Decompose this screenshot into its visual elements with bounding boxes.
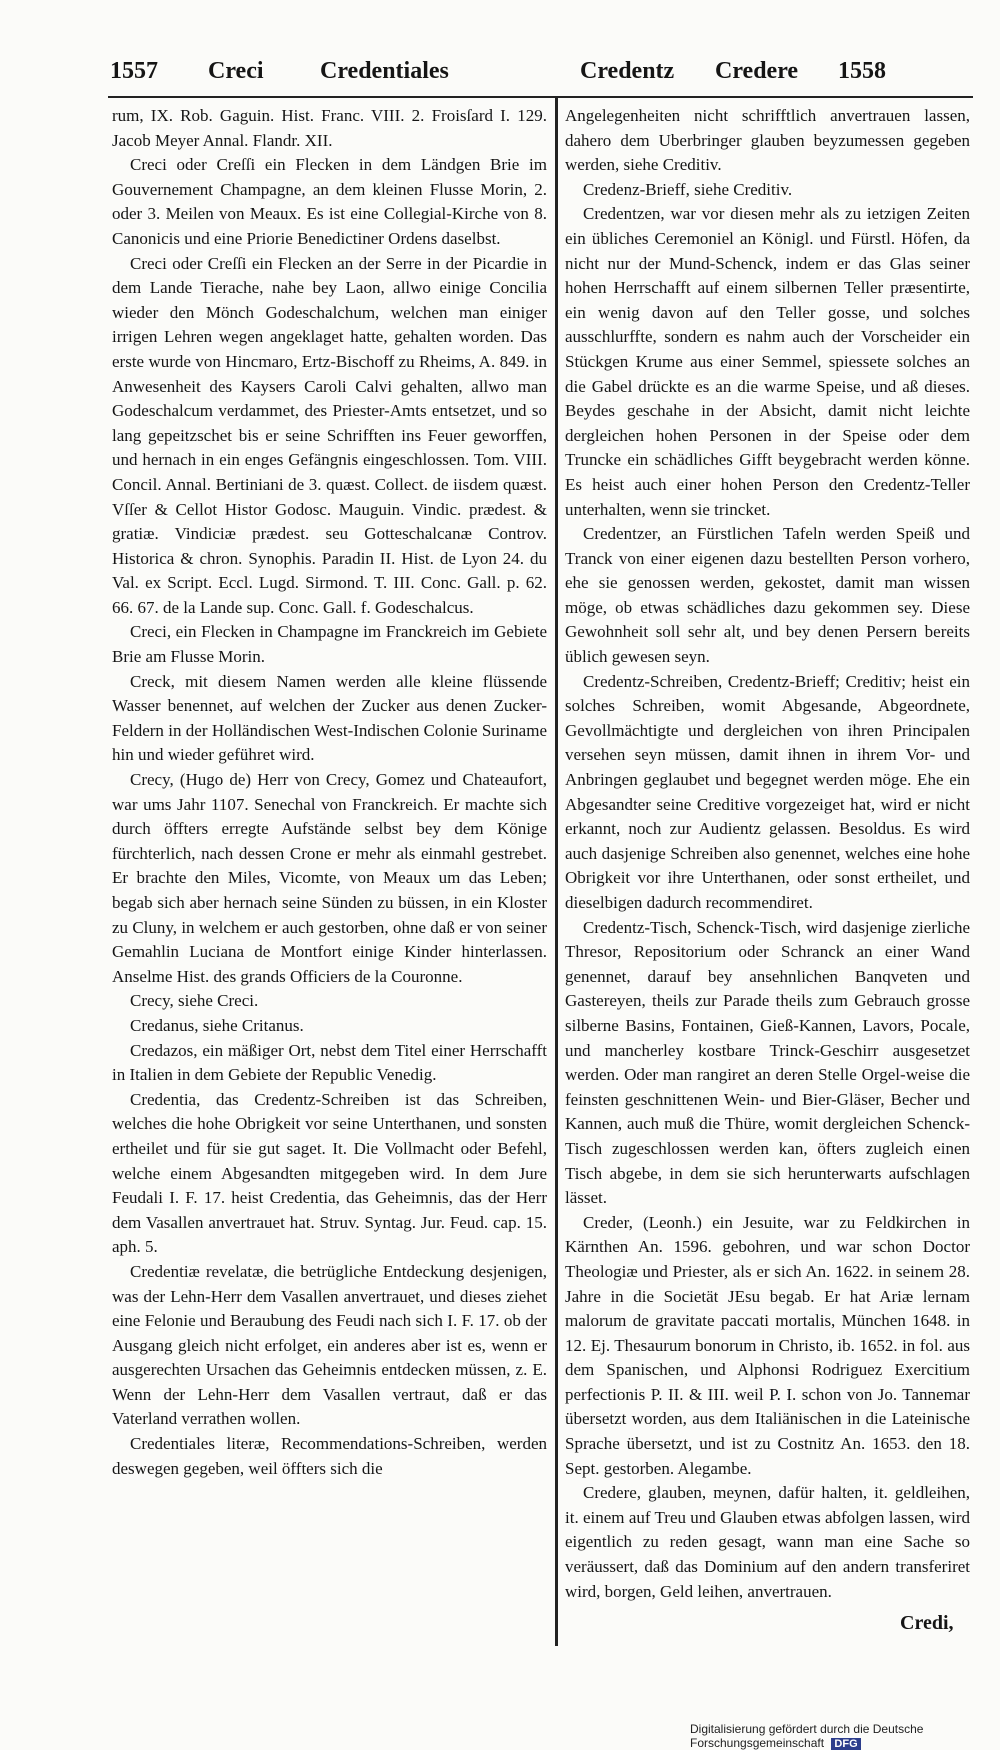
entry-paragraph: Credanus, siehe Critanus. — [130, 1015, 304, 1035]
entry-paragraph: Creci oder Creſſi ein Flecken an der Serre in der Picardie in dem Lande Tierache, nahe bey Laon, allwo einige Concilia wieder den Mönch Godeschalchum, welchen man einiger irrigen Lehren wegen angeklaget hatte, gehalten worden. Das erste wurde von Hincmaro, Ertz-Bischoff zu Rheims, A. 849. in Anwesenheit des Kaysers Caroli Calvi gehalten, allwo man Godeschalcum verdammet, des Priester-Amts entsetzet, und so lang gepeitzschet bis er seine Schrifften ins Feuer geworffen, und hernach in ein enges Gefängnis eingeschlossen. Tom. VIII. Concil. Annal. Bertiniani de 3. quæst. Collect. de iisdem quæst. Vſſer & Cellot Histor Godosc. Mauguin. Vindic. prædest. & gratiæ. Vindiciæ prædest. seu Gotteschalcanæ Controv. Historica & chron. Synophis. Paradin II. Hist. de Lyon 24. du Val. ex Script. Eccl. Lugd. Sirmond. T. III. Conc. Gall. p. 62. 66. 67. de la Lande sup. Conc. Gall. f. Godeschalcus. — [112, 253, 547, 617]
catchword: Credi, — [900, 1612, 954, 1634]
entry-paragraph: Credazos, ein mäßiger Ort, nebst dem Titel einer Herrschafft in Italien in dem Gebiete der Republic Venedig. — [112, 1040, 547, 1085]
entry-paragraph: Credentia, das Credentz-Schreiben ist das Schreiben, welches die hohe Obrigkeit vor seine Unterthanen, und sonsten ertheilet und für sie gut saget. It. Die Vollmacht oder Befehl, welche einem Abgesandten mitgegeben wird. In dem Jure Feudali I. F. 17. heist Credentia, das Geheimnis, das der Herr dem Vasallen anvertrauet hat. Struv. Syntag. Jur. Feud. cap. 15. aph. 5. — [112, 1089, 547, 1257]
page-number-left: 1557 — [110, 58, 158, 84]
entry-paragraph: Credentz-Schreiben, Credentz-Brieff; Creditiv; heist ein solches Schreiben, womit Abgesande, Abgeordnete, Gevollmächtigte und dergleichen von ihren Principalen versehen seyn müssen, damit ihnen in ihrem Vor- und Anbringen geglaubet und begegnet werden möge. Ehe ein Abgesandter seine Creditive vorgezeiget hat, wird er nicht erkannt, noch zur Audientz gelassen. Besoldus. Es wird auch dasjenige Schreiben also genennet, welches eine hohe Obrigkeit vor ihre Unterthanen, oder sonst ertheilet, und dieselbigen dadurch recommendiret. — [565, 671, 970, 912]
running-header — [110, 58, 970, 92]
entry-paragraph: Creder, (Leonh.) ein Jesuite, war zu Feldkirchen in Kärnthen An. 1596. gebohren, und war schon Doctor Theologiæ und Priester, als er sich An. 1622. in seinem 28. Jahre in die Societät JEsu begab. Er hat Ariæ lernam malorum de gravitate paccati mortalis, München 1648. in 12. Ej. Thesaurum bonorum in Christo, ib. 1652. in fol. aus dem Spanischen, und Alphonsi Rodriguez Exercitium perfectionis P. II. & III. weil P. I. schon von Jo. Tannemar übersetzt worden, aus dem Italiänischen in die Lateinische Sprache übersetzt, und ist zu Costnitz An. 1653. den 18. Sept. gestorben. Alegambe. — [565, 1212, 970, 1478]
left-column — [112, 104, 547, 1481]
footer-text: Digitalisierung gefördert durch die Deutsche Forschungsgemeinschaft — [690, 1722, 924, 1750]
header-word-2: Credentiales — [320, 58, 449, 84]
entry-paragraph: Credentiales literæ, Recommendations-Schreiben, werden deswegen gegeben, weil öffters sich die — [112, 1434, 547, 1478]
entry-paragraph: Credenz-Brieff, siehe Creditiv. — [583, 179, 793, 199]
column-divider — [555, 98, 558, 1646]
header-rule — [108, 96, 973, 98]
header-word-4: Credere — [715, 58, 799, 84]
entry-paragraph: Credere, glauben, meynen, dafür halten, it. geldleihen, it. einem auf Treu und Glauben etwas abfolgen lassen, wird eigentlich zu reden gesagt, wann man eine Sache so veräussert, daß das Dominium auf den andern transferiret wird, borgen, Geld leihen, anvertrauen. — [565, 1483, 970, 1601]
dfg-logo: DFG — [831, 1738, 860, 1750]
entry-paragraph: Credentzen, war vor diesen mehr als zu ietzigen Zeiten ein übliches Ceremoniel an Königl. und Fürstl. Höfen, da nicht nur der Mund-Schenck, indem er das Glas seiner hohen Herrschafft auf einem silbernen Teller præsentirte, ein wenig davon auf den Teller gosse, und solches ausschlurffte, sondern es nahm auch der Vorscheider ein Stückgen Krume aus einer Semmel, spiessete solches an die Gabel drückte es an die warme Speise, und aß dieses. Beydes geschahe in der Absicht, damit nicht leichte dergleichen hohen Personen in der Speise oder dem Truncke ein schädliches Gifft beygebracht werden könne. Es heist auch einer hohen Person den Credentz-Teller unterhalten, wenn sie trincket. — [565, 204, 970, 519]
entry-paragraph: Creci, ein Flecken in Champagne im Franckreich im Gebiete Brie am Flusse Morin. — [112, 622, 547, 667]
header-word-1: Creci — [208, 58, 264, 84]
entry-paragraph: Creci oder Creſſi ein Flecken in dem Ländgen Brie im Gouvernement Champagne, an dem kleinen Flusse Morin, 2. oder 3. Meilen von Meaux. Es ist eine Collegial-Kirche von 8. Canonicis und eine Priorie Benedictiner Ordens daselbst. — [112, 155, 547, 248]
entry-paragraph: Credentiæ revelatæ, die betrügliche Entdeckung desjenigen, was der Lehn-Herr dem Vasallen anvertrauet, und dieses ziehet eine Felonie und Beraubung des Feudi nach sich I. F. 17. ob der Ausgang gleich nicht erfolget, ein anderes aber ist es, wenn er ausgerechten Ursachen das Geheimnis entdecken müssen, z. E. Wenn der Lehn-Herr dem Vasallen vertraut, daß er das Vaterland verrathen wollen. — [112, 1261, 547, 1429]
page-number-right: 1558 — [838, 58, 886, 84]
entry-paragraph: Crecy, (Hugo de) Herr von Crecy, Gomez und Chateaufort, war ums Jahr 1107. Senechal von Franckreich. Er machte sich durch öffters erregte Aufstände selbst bey dem Könige fürchterlich, nach dessen Crone er mehr als einmahl gestrebet. Er brachte den Miles, Vicomte, von Meaux um das Leben; begab sich aber hernach seine Sünden zu büssen, in ein Kloster zu Cluny, in welchem er auch gestorben, ohne daß er von seiner Gemahlin Luciana de Montfort einige Kinder hinterlassen. Anselme Hist. des grands Officiers de la Couronne. — [112, 770, 547, 986]
right-column — [565, 104, 970, 1604]
entry-paragraph: Angelegenheiten nicht schrifftlich anvertrauen lassen, dahero dem Uberbringer glauben beyzumessen gegeben werden, siehe Creditiv. — [565, 106, 970, 175]
entry-paragraph: Crecy, siehe Creci. — [130, 991, 259, 1011]
header-word-3: Credentz — [580, 58, 675, 84]
entry-paragraph: rum, IX. Rob. Gaguin. Hist. Franc. VIII. 2. Froisſard I. 129. Jacob Meyer Annal. Flandr. XII. — [112, 106, 547, 150]
entry-paragraph: Credentzer, an Fürstlichen Tafeln werden Speiß und Tranck von einer eigenen dazu bestellten Person vorhero, ehe sie genossen werden, gekostet, damit man wissen möge, ob etwas schädliches dazu gekommen sey. Diese Gewohnheit soll sehr alt, und bey denen Persern bereits üblich gewesen seyn. — [565, 524, 970, 667]
entry-paragraph: Credentz-Tisch, Schenck-Tisch, wird dasjenige zierliche Thresor, Repositorium oder Schranck an einer Wand genennet, darauf bey ansehnlichen Banqveten und Gastereyen, theils zur Parade theils zum Gebrauch grosse silberne Basins, Fontainen, Gieß-Kannen, Lavors, Pocale, und mancherley kostbare Trinck-Geschirr ausgesetzet werden. Oder man rangiret an deren Stelle Orgel-weise die feinsten geschnittenen Wein- und Bier-Gläser, Becher und Kannen, auch muß die Thüre, womit dergleichen Schenck-Tisch zugeschlossen werden kan, öfters zugleich einen Tisch abgebe, in dem sie sich herunterwarts aufschlagen lässet. — [565, 917, 970, 1208]
entry-paragraph: Creck, mit diesem Namen werden alle kleine flüssende Wasser benennet, auf welchen der Zucker aus denen Zucker-Feldern in der Holländischen West-Indischen Colonie Suriname hin und wieder geführet wird. — [112, 671, 547, 765]
